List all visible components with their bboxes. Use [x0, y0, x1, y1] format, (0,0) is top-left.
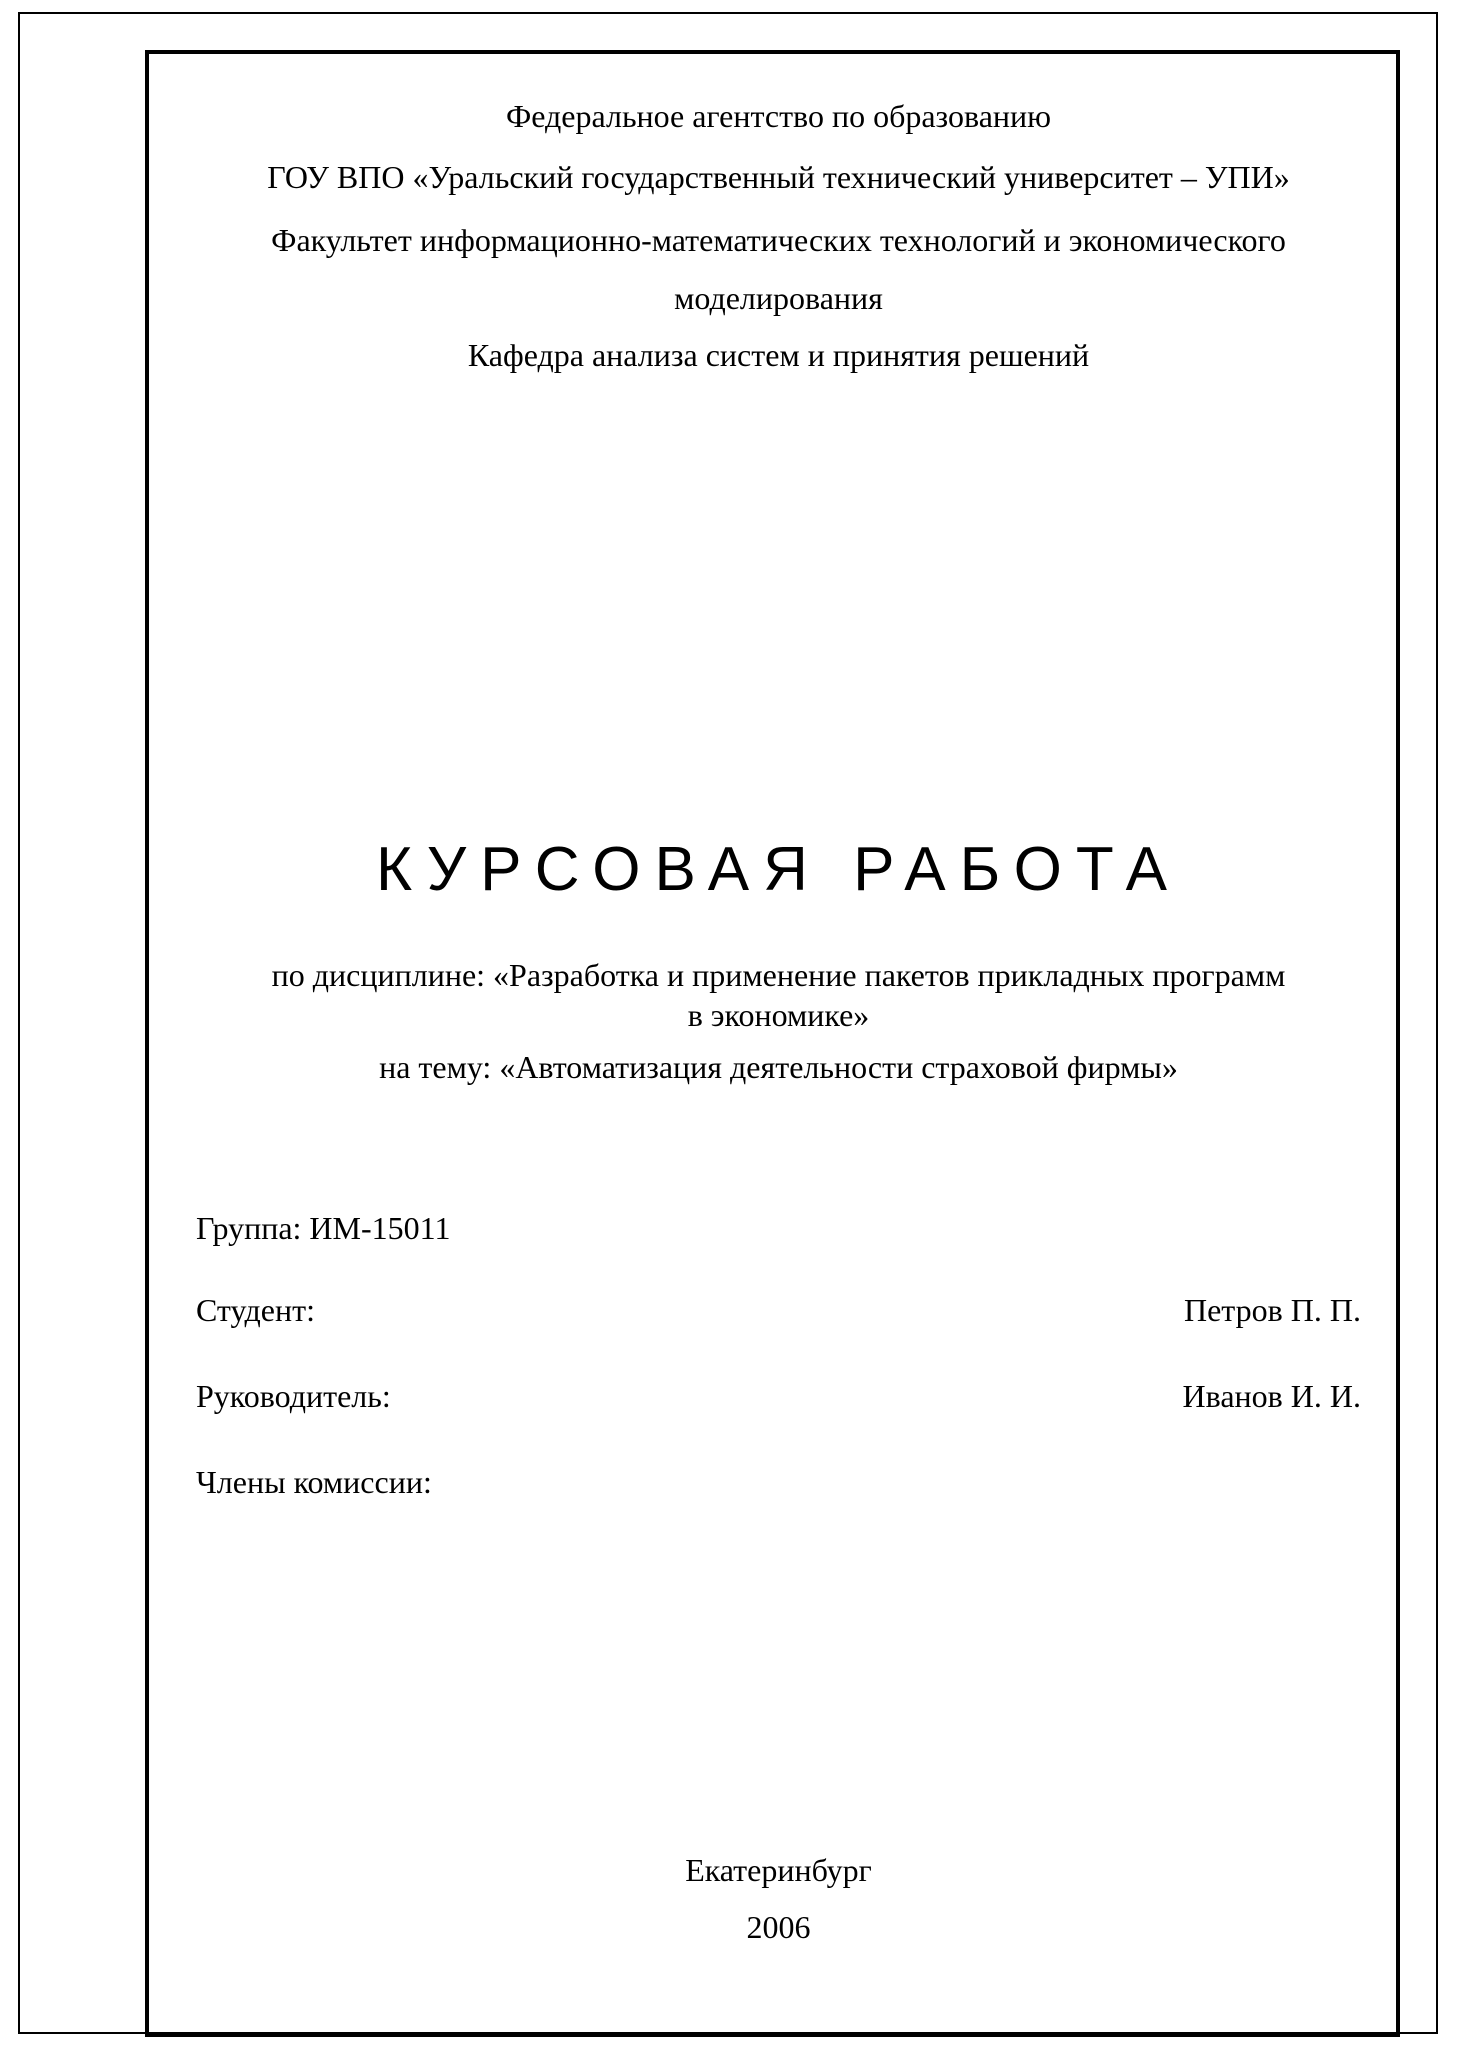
supervisor-name: Иванов И. И. — [1182, 1378, 1361, 1414]
student-name: Петров П. П. — [1183, 1292, 1361, 1328]
topic-line: на тему: «Автоматизация деятельности страховой фирмы» — [379, 1049, 1178, 1085]
supervisor-label: Руководитель: — [196, 1378, 391, 1414]
year-line: 2006 — [746, 1909, 811, 1945]
faculty-line-1: Факультет информационно-математических технологий и экономического — [271, 222, 1286, 258]
city-line: Екатеринбург — [685, 1852, 872, 1888]
student-label: Студент: — [196, 1292, 315, 1328]
faculty-line-2: моделирования — [674, 280, 883, 316]
discipline-line-2: в экономике» — [687, 997, 870, 1033]
commission-label: Члены комиссии: — [196, 1464, 432, 1500]
university-line: ГОУ ВПО «Уральский государственный технический университет – УПИ» — [267, 159, 1290, 195]
department-line: Кафедра анализа систем и принятия решений — [467, 337, 1090, 373]
group-label: Группа: ИМ-15011 — [196, 1210, 451, 1246]
discipline-line-1: по дисциплине: «Разработка и применение пакетов прикладных программ — [271, 957, 1286, 993]
document-title: КУРСОВАЯ РАБОТА — [375, 835, 1182, 904]
agency-line: Федеральное агентство по образованию — [505, 98, 1052, 134]
